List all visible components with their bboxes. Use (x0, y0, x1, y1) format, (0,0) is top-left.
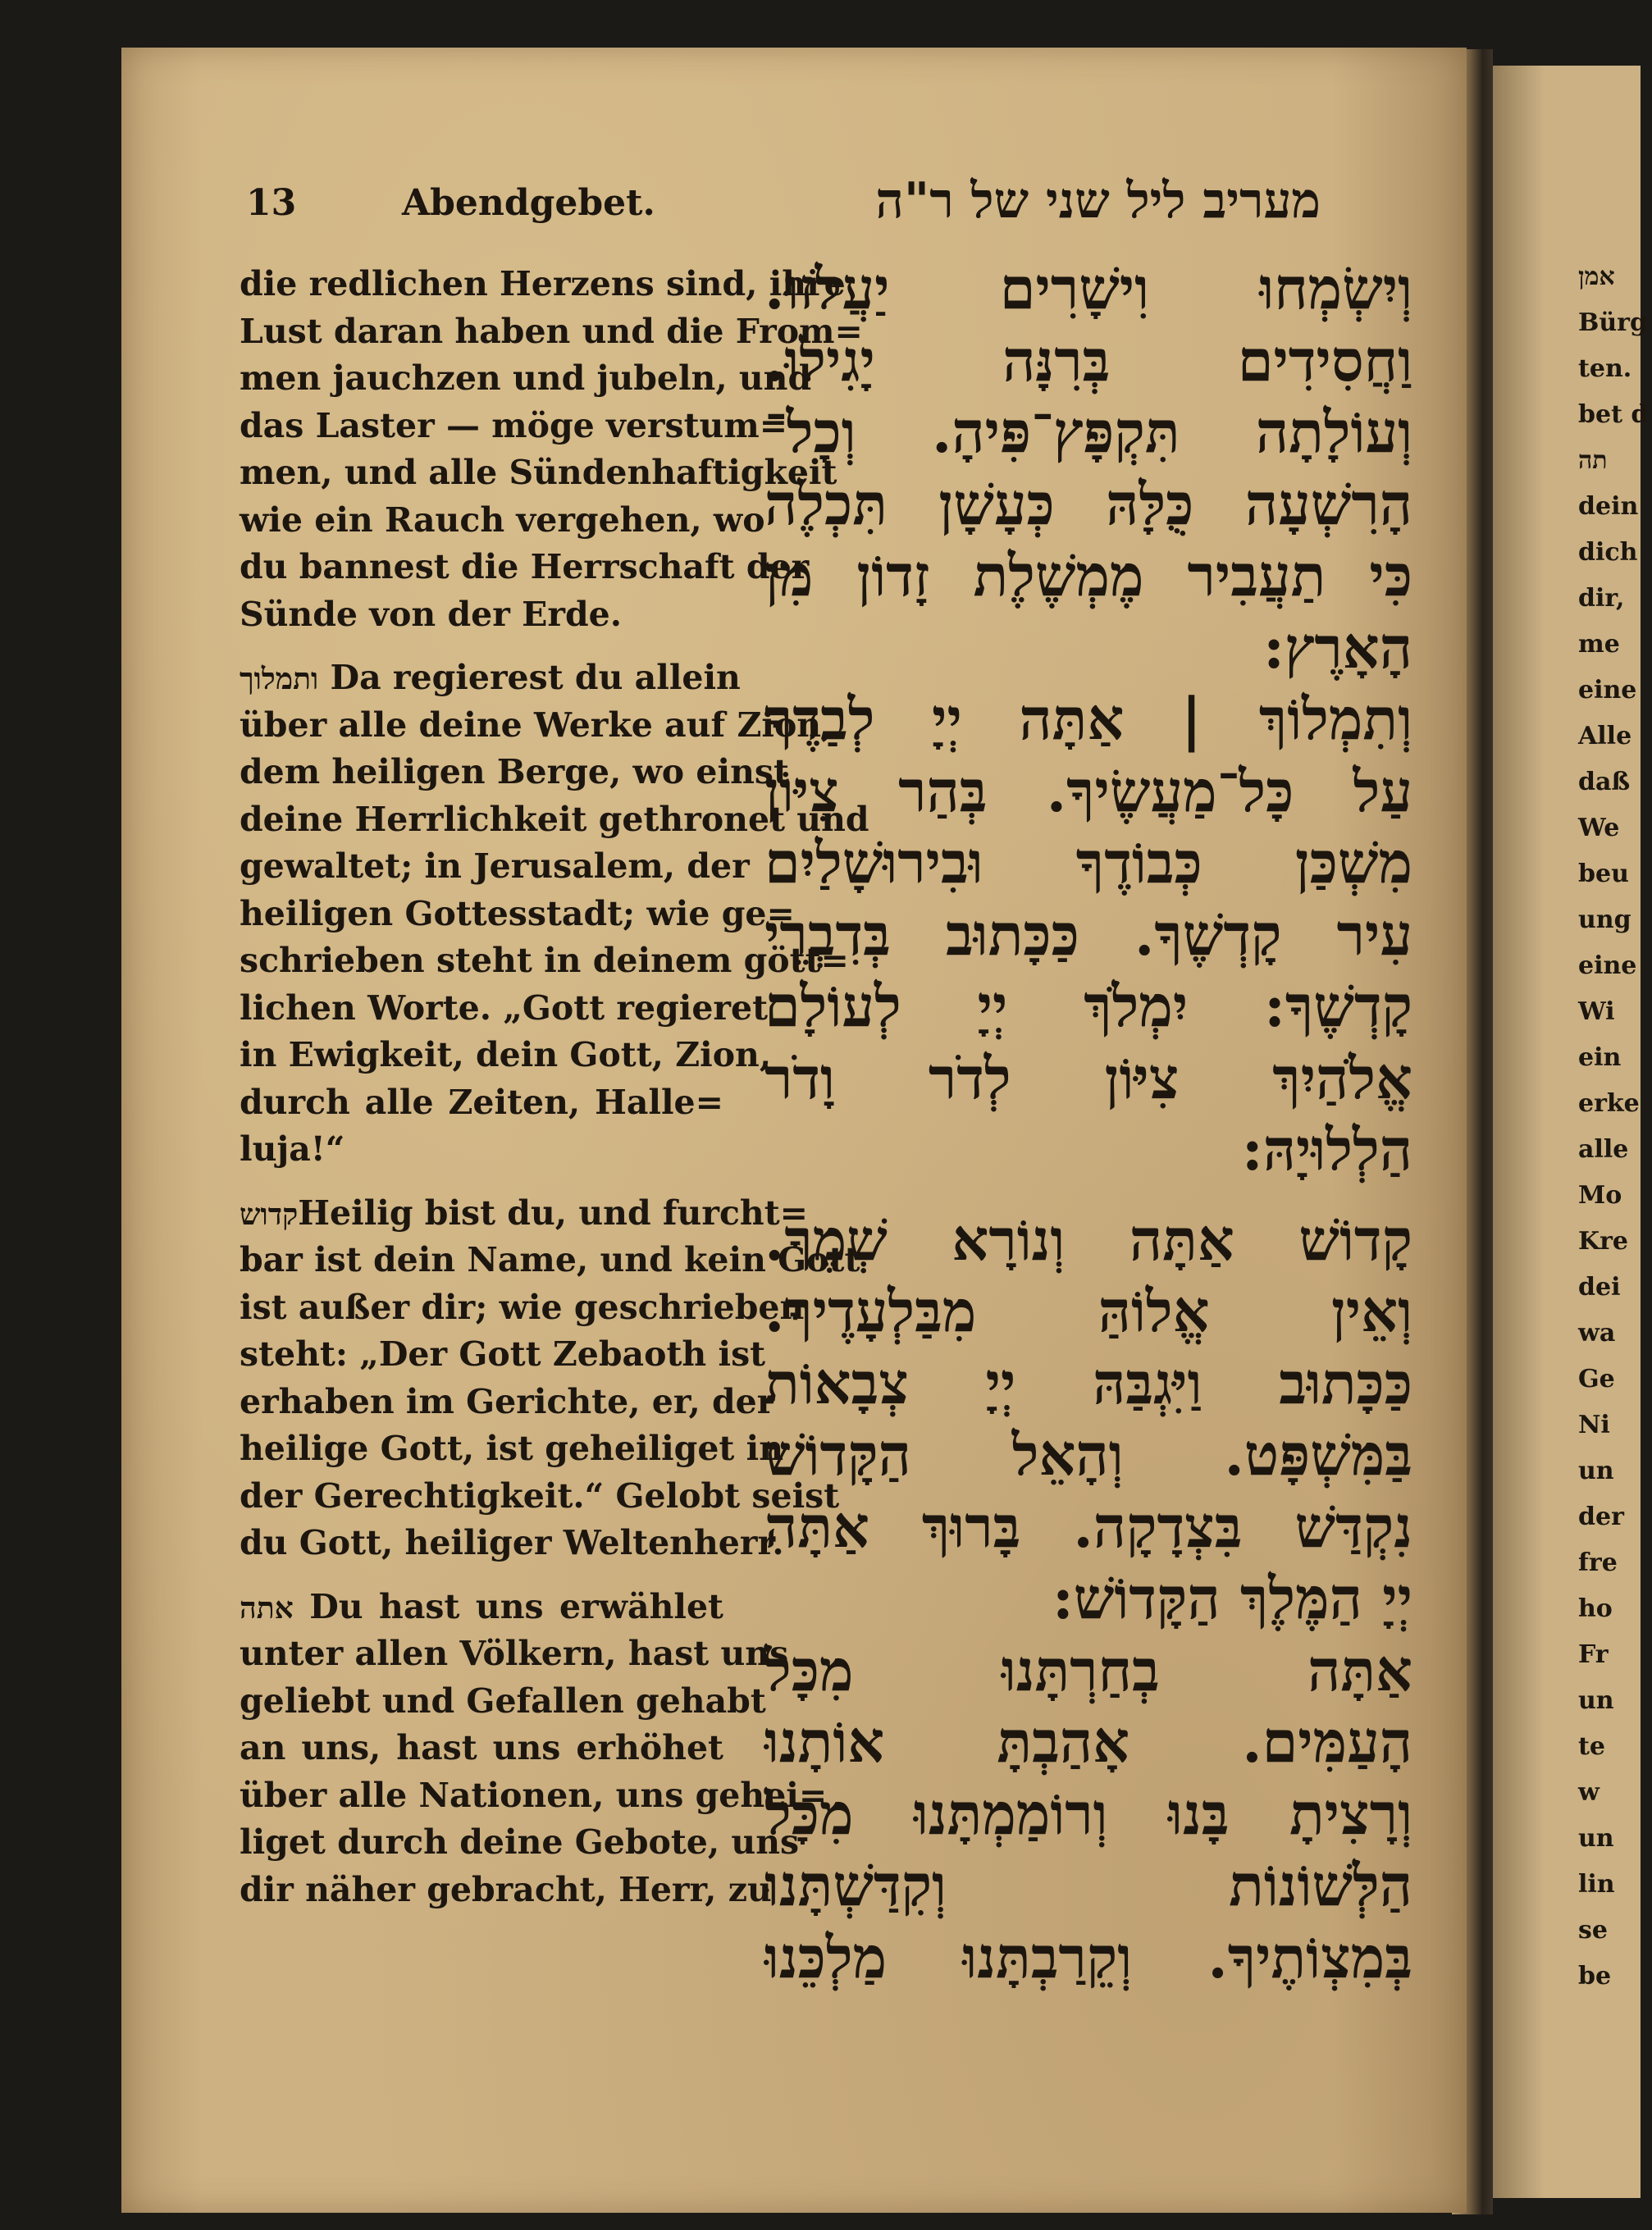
running-title: Abendgebet. (402, 182, 655, 224)
hebrew-line: וַחֲסִידִים בְּרִנָּה יָגִילוּ. (764, 326, 1412, 394)
text-line: heiligen Gottesstadt; wie ge= (240, 893, 795, 933)
facing-page-fragment: תה (1578, 446, 1608, 475)
text-line: heilige Gott, ist geheiliget in (240, 1429, 784, 1468)
facing-page-fragment: beu (1578, 860, 1629, 888)
german-translation-column (240, 261, 869, 1913)
facing-page-fragment: ho (1578, 1594, 1613, 1623)
text-line: wie ein Rauch vergehen, wo (240, 499, 765, 540)
hebrew-paragraph-3 (764, 1204, 1412, 1635)
facing-page-fragment: fre (1578, 1548, 1618, 1577)
text-line: der Gerechtigkeit.“ Gelobt seist (240, 1475, 840, 1516)
facing-page-fragment: me (1578, 630, 1620, 659)
text-line: an uns, hast uns erhöhet (240, 1728, 723, 1767)
hebrew-line: מִשְׁכַּן כְּבוֹדֶךָ וּבִירוּשָׁלַיִם (764, 828, 1412, 896)
hebrew-line: הַלְּשׁוֹנוֹת וְקִדַּשְׁתָּנוּ (764, 1851, 1412, 1919)
hebrew-line: בְּמִצְוֹתֶיךָ. וְקֵרַבְתָּנוּ מַלְכֵּנוּ (764, 1922, 1412, 1991)
text-line: in Ewigkeit, dein Gott, Zion, (240, 1035, 772, 1074)
facing-page-fragment: ten. (1578, 354, 1632, 383)
hebrew-paragraph-4 (764, 1635, 1412, 1994)
facing-page-fragment: We (1578, 814, 1620, 842)
facing-page-fragment: Alle (1578, 722, 1632, 750)
facing-page-fragment: alle (1578, 1135, 1629, 1164)
hebrew-cue-word: אתה (240, 1590, 294, 1626)
text-line: lichen Worte. „Gott regieret (240, 987, 769, 1028)
hebrew-paragraph-2 (764, 683, 1412, 1186)
facing-page-fragment: Ni (1578, 1411, 1610, 1439)
text-line: erhaben im Gerichte, er, der (240, 1381, 775, 1421)
facing-page-fragment: be (1578, 1962, 1612, 1991)
text-line: du bannest die Herrschaft der (240, 547, 810, 586)
facing-page-fragment: se (1578, 1916, 1608, 1945)
facing-page-fragment: ein (1578, 1043, 1622, 1072)
facing-page-fragment: Wi (1578, 997, 1615, 1026)
facing-page-fragment: Mo (1578, 1181, 1622, 1210)
facing-page-fragment: wa (1578, 1319, 1616, 1348)
facing-page-fragment: w (1578, 1778, 1600, 1807)
german-paragraph-2 (240, 654, 869, 1174)
text-line: dem heiligen Berge, wo einst (240, 752, 789, 791)
facing-page-fragment: ung (1578, 905, 1631, 934)
facing-page-fragment: אמן (1578, 262, 1615, 291)
facing-page-fragment: Fr (1578, 1640, 1609, 1669)
text-line: Lust daran haben und die From= (240, 311, 863, 351)
text-line: gewaltet; in Jerusalem, der (240, 846, 750, 886)
hebrew-line: קָדְשֶׁךָ: יִמְלֹךְ יְיָ לְעוֹלָם (764, 972, 1412, 1040)
facing-page-text-fragments (1567, 246, 1649, 1991)
text-line: Sünde von der Erde. (240, 594, 623, 634)
text-line: bar ist dein Name, und kein Gott (240, 1240, 860, 1279)
text-line: über alle Nationen, uns gehei= (240, 1775, 828, 1815)
text-line: schrieben steht in deinem gött= (240, 941, 849, 980)
page-number: 13 (246, 182, 297, 224)
facing-page-fragment: dich (1578, 538, 1638, 567)
text-line: durch alle Zeiten, Halle= (240, 1082, 723, 1122)
facing-page-fragment: un (1578, 1686, 1614, 1715)
facing-page-fragment: erke (1578, 1089, 1640, 1118)
facing-page-fragment: Kre (1578, 1227, 1628, 1256)
text-line: men jauchzen und jubeln, und (240, 358, 812, 398)
hebrew-line: וְיִשְׂמְחוּ וִישָׁרִים יַעֲלֹזוּ. (764, 254, 1412, 322)
hebrew-line: הָאָרֶץ: (1263, 613, 1412, 682)
facing-page-fragment: dir, (1578, 584, 1625, 613)
hebrew-line: עִיר קָדְשֶׁךָ. כַּכָּתוּב בְּדִבְרֵי (764, 900, 1412, 969)
hebrew-line: אֱלֹהַיִךְ צִיּוֹן לְדֹר וָדֹר (764, 1043, 1412, 1112)
facing-page-fragment: lin (1578, 1870, 1615, 1899)
hebrew-cue-word: קדוש (240, 1197, 299, 1232)
text-line: Da regierest du allein (330, 658, 741, 697)
facing-page-fragment: Ge (1578, 1365, 1615, 1393)
hebrew-line: נִקְדַּשׁ בִּצְדָקָה. בָּרוּךְ אַתָּה (764, 1492, 1412, 1561)
text-line: luja!“ (240, 1129, 345, 1169)
text-line: die redlichen Herzens sind, ihre (240, 264, 846, 303)
hebrew-line: כִּי תַעֲבִיר מֶמְשֶׁלֶת זָדוֹן מִן (764, 541, 1412, 609)
text-line: liget durch deine Gebote, uns (240, 1822, 800, 1862)
hebrew-line: קָדוֹשׁ אַתָּה וְנוֹרָא שְׁמֶךָ. (764, 1205, 1412, 1274)
text-line: steht: „Der Gott Zebaoth ist (240, 1334, 766, 1374)
text-line: men, und alle Sündenhaftigkeit (240, 453, 837, 492)
hebrew-line: וְתִמְלוֹךְ | אַתָּה יְיָ לְבַדֶּךָ (764, 685, 1412, 753)
facing-page-fragment: te (1578, 1732, 1605, 1761)
facing-page-fragment: Bürg (1578, 308, 1647, 337)
hebrew-line: וְרָצִיתָ בָּנוּ וְרוֹמַמְתָּנוּ מִכָּל (764, 1779, 1412, 1848)
hebrew-line: הָעַמִּים. אָהַבְתָּ אוֹתָנוּ (764, 1708, 1412, 1776)
hebrew-line: כַּכָּתוּב וַיִּגְבַּהּ יְיָ צְבָאוֹת (764, 1348, 1412, 1417)
text-line: dir näher gebracht, Herr, zu (240, 1869, 772, 1909)
hebrew-line: הַלְלוּיָהּ: (1241, 1115, 1412, 1183)
hebrew-line: עַל כָּל־מַעֲשֶׂיךָ. בְּהַר צִיּוֹן (764, 756, 1412, 825)
hebrew-line: בַּמִּשְׁפָּט. וְהָאֵל הַקָּדוֹשׁ (764, 1421, 1412, 1489)
hebrew-cue-word: ותמלוך (240, 662, 319, 696)
text-line: unter allen Völkern, hast uns (240, 1634, 789, 1673)
text-line: du Gott, heiliger Weltenherr. (240, 1523, 784, 1562)
facing-page-fragment: eine (1578, 676, 1637, 705)
hebrew-running-title: מעריב ליל שני של ר"ה (875, 172, 1321, 230)
facing-page-fragment: dei (1578, 1273, 1621, 1302)
facing-page-fragment: un (1578, 1457, 1614, 1485)
hebrew-paragraph-1 (764, 253, 1412, 683)
text-line: Heilig bist du, und furcht= (298, 1193, 809, 1233)
text-line: geliebt und Gefallen gehabt (240, 1680, 766, 1721)
facing-page-fragment: der (1578, 1503, 1624, 1531)
text-line: deine Herrlichkeit gethronet und (240, 799, 869, 839)
hebrew-prayer-column (764, 253, 1412, 1993)
text-line: Du hast uns erwählet (309, 1586, 723, 1626)
facing-page-fragment: daß (1578, 768, 1631, 796)
text-line: ist außer dir; wie geschrieben (240, 1287, 805, 1327)
facing-page-fragment: bet d (1578, 400, 1649, 429)
german-paragraph-3 (240, 1190, 860, 1567)
german-paragraph-4 (240, 1584, 828, 1914)
german-paragraph-1 (240, 261, 863, 638)
text-line: über alle deine Werke auf Zion, (240, 705, 833, 745)
facing-page-fragment: un (1578, 1824, 1614, 1853)
text-line: das Laster — möge verstum= (240, 405, 788, 445)
hebrew-line: הָרִשְׁעָה כֻּלָּהּ כְּעָשָׁן תִּכְלֶה (764, 469, 1412, 538)
hebrew-line: וְאֵין אֱלוֹהַּ מִבַּלְעָדֶיךָ. (764, 1277, 1412, 1345)
facing-page-fragment: dein (1578, 492, 1639, 521)
facing-page-fragment: eine (1578, 951, 1637, 980)
hebrew-line: אַתָּה בְחַרְתָּנוּ מִכָּל (764, 1635, 1412, 1704)
hebrew-line: יְיָ הַמֶּלֶךְ הַקָּדוֹשׁ: (1052, 1564, 1412, 1632)
hebrew-line: וְעוֹלָתָה תִּקְפָּץ־פִּיהָ. וְכָל־ (764, 398, 1412, 466)
